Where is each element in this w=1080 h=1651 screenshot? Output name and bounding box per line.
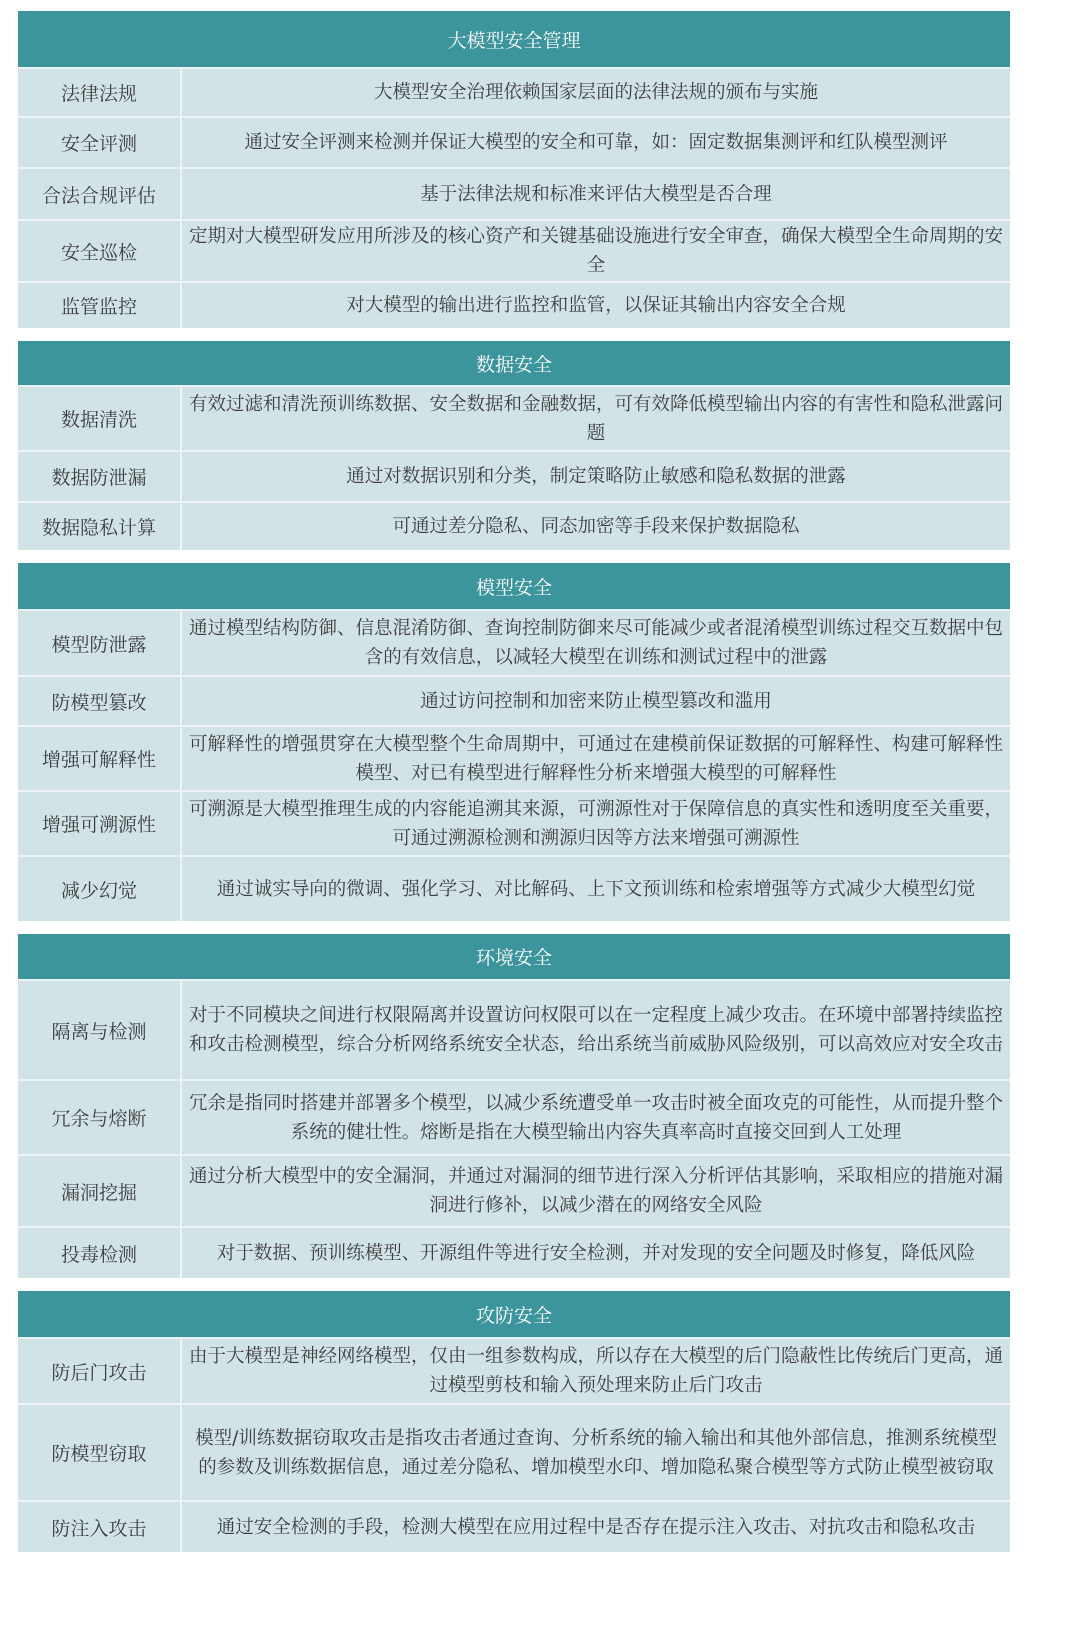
table-row (18, 221, 1010, 283)
row-description: 通过诚实导向的微调、强化学习、对比解码、上下文预训练和检索增强等方式减少大模型幻觉 (216, 878, 976, 900)
table-row (18, 857, 1010, 921)
table-row (18, 387, 1010, 452)
section-attack-defense-security (18, 1291, 1010, 1552)
table-row (18, 503, 1010, 550)
table-row (18, 1339, 1010, 1405)
table-row (18, 1081, 1010, 1156)
row-label: 模型防泄露 (18, 611, 182, 675)
row-label: 防后门攻击 (18, 1339, 182, 1403)
section-header: 攻防安全 (18, 1291, 1010, 1339)
row-description: 对于不同模块之间进行权限隔离并设置访问权限可以在一定程度上减少攻击。在环境中部署持续监控和攻击检测模型，综合分析网络系统安全状态，给出系统当前威胁风险级别，可以高效应对安全攻击 (188, 1005, 1003, 1055)
row-label: 隔离与检测 (18, 981, 182, 1079)
row-description: 对大模型的输出进行监控和监管，以保证其输出内容安全合规 (346, 295, 846, 316)
row-label: 合法合规评估 (18, 169, 182, 219)
row-label: 安全评测 (18, 118, 182, 167)
row-description: 定期对大模型研发应用所涉及的核心资产和关键基础设施进行安全审查，确保大模型全生命周期的安全 (188, 226, 1003, 276)
row-label: 增强可解释性 (18, 727, 182, 790)
row-description: 模型/训练数据窃取攻击是指攻击者通过查询、分析系统的输入输出和其他外部信息，推测系统模型的参数及训练数据信息，通过差分隐私、增加模型水印、增加隐私聚合模型等方式防止模型被窃取 (195, 1427, 997, 1478)
row-label: 法律法规 (18, 69, 182, 116)
table-row (18, 1228, 1010, 1278)
row-description: 对于数据、预训练模型、开源组件等进行安全检测，并对发现的安全问题及时修复，降低风险 (216, 1242, 976, 1264)
row-label: 数据清洗 (18, 387, 182, 450)
table-row (18, 981, 1010, 1081)
row-description: 有效过滤和清洗预训练数据、安全数据和金融数据，可有效降低模型输出内容的有害性和隐私泄露问题 (188, 393, 1003, 444)
security-framework-table (18, 11, 1010, 1565)
section-data-security (18, 341, 1010, 550)
section-header: 数据安全 (18, 341, 1010, 387)
row-label: 投毒检测 (18, 1228, 182, 1278)
table-row (18, 283, 1010, 328)
table-row (18, 452, 1010, 503)
table-row (18, 677, 1010, 727)
row-description: 可通过差分隐私、同态加密等手段来保护数据隐私 (392, 516, 800, 537)
section-model-security-management (18, 11, 1010, 328)
table-row (18, 792, 1010, 857)
row-label: 冗余与熔断 (18, 1081, 182, 1154)
row-description: 通过访问控制和加密来防止模型篡改和滥用 (420, 690, 772, 712)
row-label: 漏洞挖掘 (18, 1156, 182, 1226)
table-row (18, 611, 1010, 677)
table-row (18, 1405, 1010, 1502)
row-description: 可溯源是大模型推理生成的内容能追溯其来源，可溯源性对于保障信息的真实性和透明度至关重要，可通过溯源检测和溯源归因等方法来增强可溯源性 (188, 798, 1003, 849)
row-description: 通过安全评测来检测并保证大模型的安全和可靠，如：固定数据集测评和红队模型测评 (244, 132, 948, 153)
table-row (18, 727, 1010, 792)
table-row (18, 1156, 1010, 1228)
section-header: 环境安全 (18, 934, 1010, 981)
table-row (18, 69, 1010, 118)
row-description: 可解释性的增强贯穿在大模型整个生命周期中，可通过在建模前保证数据的可解释性、构建可解释性模型、对已有模型进行解释性分析来增强大模型的可解释性 (188, 733, 1003, 784)
row-label: 防模型窃取 (18, 1405, 182, 1500)
row-label: 防注入攻击 (18, 1502, 182, 1552)
row-description: 由于大模型是神经网络模型，仅由一组参数构成，所以存在大模型的后门隐蔽性比传统后门更高，通过模型剪枝和输入预处理来防止后门攻击 (188, 1346, 1003, 1396)
row-label: 数据隐私计算 (18, 503, 182, 550)
row-label: 数据防泄漏 (18, 452, 182, 501)
section-header: 大模型安全管理 (18, 11, 1010, 69)
table-row (18, 169, 1010, 221)
row-description: 通过对数据识别和分类，制定策略防止敏感和隐私数据的泄露 (346, 466, 846, 487)
table-row (18, 1502, 1010, 1552)
row-label: 增强可溯源性 (18, 792, 182, 855)
row-label: 监管监控 (18, 283, 182, 328)
section-environment-security (18, 934, 1010, 1278)
row-description: 大模型安全治理依赖国家层面的法律法规的颁布与实施 (373, 82, 818, 103)
row-description: 基于法律法规和标准来评估大模型是否合理 (420, 183, 772, 205)
row-description: 冗余是指同时搭建并部署多个模型，以减少系统遭受单一攻击时被全面攻克的可能性，从而提升整个系统的健壮性。熔断是指在大模型输出内容失真率高时直接交回到人工处理 (188, 1092, 1003, 1143)
row-description: 通过模型结构防御、信息混淆防御、查询控制防御来尽可能减少或者混淆模型训练过程交互数据中包含的有效信息，以减轻大模型在训练和测试过程中的泄露 (188, 618, 1003, 668)
row-label: 防模型篡改 (18, 677, 182, 725)
row-description: 通过安全检测的手段，检测大模型在应用过程中是否存在提示注入攻击、对抗攻击和隐私攻击 (216, 1516, 976, 1538)
section-header: 模型安全 (18, 563, 1010, 611)
row-label: 安全巡检 (18, 221, 182, 281)
table-row (18, 118, 1010, 169)
section-model-security (18, 563, 1010, 921)
row-label: 减少幻觉 (18, 857, 182, 921)
row-description: 通过分析大模型中的安全漏洞，并通过对漏洞的细节进行深入分析评估其影响，采取相应的措施对漏洞进行修补，以减少潜在的网络安全风险 (188, 1166, 1003, 1216)
